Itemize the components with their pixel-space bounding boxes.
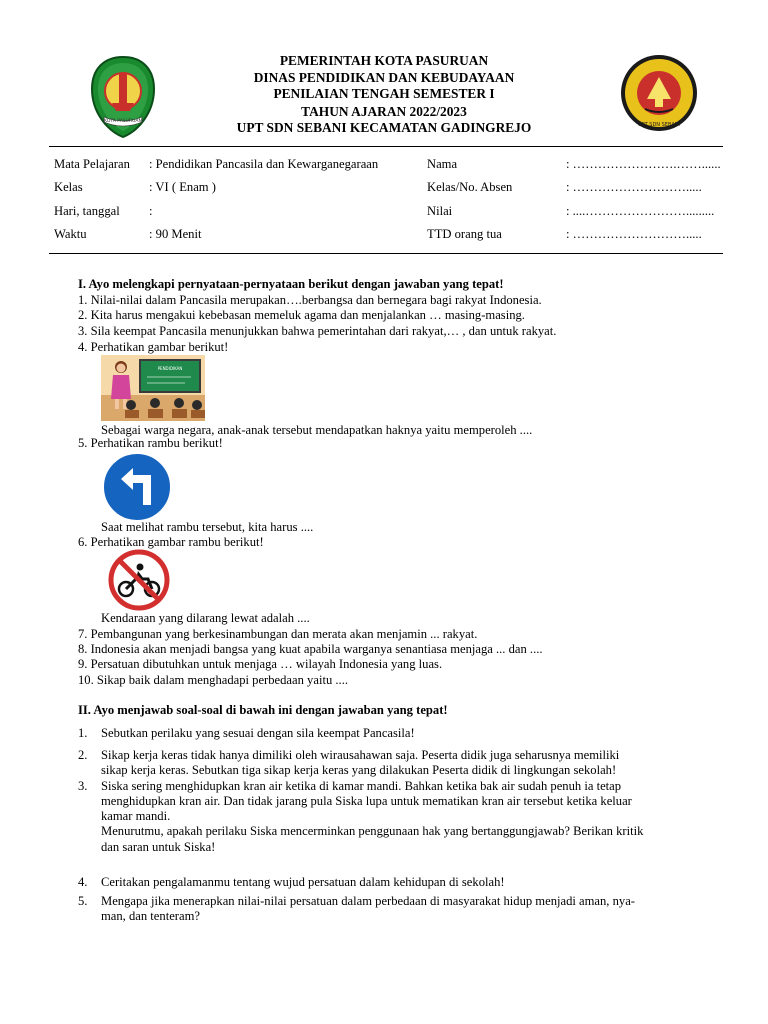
info-value-score: : ....……………………......... bbox=[566, 204, 715, 218]
info-label-name: Nama bbox=[427, 157, 458, 171]
info-value-time: : 90 Menit bbox=[149, 227, 202, 241]
s1-question-6-caption: Kendaraan yang dilarang lewat adalah .... bbox=[101, 611, 310, 625]
section-2-title: II. Ayo menjawab soal-soal di bawah ini dengan jawaban yang tepat! bbox=[78, 703, 448, 717]
s2-question-5-line-1: Mengapa jika menerapkan nilai-nilai persatuan dalam perbedaan di masyarakat hidup menjadi aman, nya- bbox=[101, 894, 635, 908]
info-label-score: Nilai bbox=[427, 204, 453, 218]
s1-question-10: 10. Sikap baik dalam menghadapi perbedaan yaitu .... bbox=[78, 673, 348, 687]
info-value-absen: : ………………………..... bbox=[566, 180, 702, 194]
s1-question-1: 1. Nilai-nilai dalam Pancasila merupakan….berbangsa dan bernegara bagi rakyat Indonesia. bbox=[78, 293, 542, 307]
s2-question-3-line-2: menghidupkan kran air. Dan tidak jarang pula Siska lupa untuk mematikan kran air tersebut ketika keluar bbox=[101, 794, 632, 808]
s1-question-4-caption: Sebagai warga negara, anak-anak tersebut mendapatkan haknya yaitu memperoleh .... bbox=[101, 423, 533, 437]
s1-question-7: 7. Pembangunan yang berkesinambungan dan merata akan menjamin ... rakyat. bbox=[78, 627, 478, 641]
s1-question-9: 9. Persatuan dibutuhkan untuk menjaga … wilayah Indonesia yang luas. bbox=[78, 657, 443, 671]
s1-question-3: 3. Sila keempat Pancasila menunjukkan bahwa pemerintahan dari rakyat,… , dan untuk rakyat. bbox=[78, 324, 557, 338]
city-emblem-logo bbox=[90, 55, 156, 139]
s2-question-3-line-5: dan saran untuk Siska! bbox=[101, 840, 216, 854]
s2-number-4: 4. bbox=[78, 875, 88, 889]
info-value-subject: : Pendidikan Pancasila dan Kewarganegaraan bbox=[149, 157, 379, 171]
s2-question-3-line-4: Menurutmu, apakah perilaku Siska mencerminkan penggunaan hak yang bertanggungjawab? Berikan kritik bbox=[101, 824, 644, 838]
info-label-class: Kelas bbox=[54, 180, 83, 194]
s2-question-3-line-1: Siska sering menghidupkan kran air ketika di kamar mandi. Bahkan ketika bak air sudah penuh ia tetap bbox=[101, 779, 622, 793]
header-line-2: DINAS PENDIDIKAN DAN KEBUDAYAAN bbox=[253, 70, 515, 85]
s1-question-5-caption: Saat melihat rambu tersebut, kita harus .... bbox=[101, 520, 314, 534]
turn-left-sign-icon bbox=[101, 451, 173, 523]
svg-text:UPT SDN SEBANI: UPT SDN SEBANI bbox=[637, 122, 681, 128]
info-label-subject: Mata Pelajaran bbox=[54, 157, 130, 171]
s2-question-5-line-2: man, dan tenteram? bbox=[101, 909, 200, 923]
school-logo bbox=[619, 53, 699, 133]
s2-question-1-line-1: Sebutkan perilaku yang sesuai dengan sila keempat Pancasila! bbox=[101, 726, 415, 740]
s2-number-5: 5. bbox=[78, 894, 88, 908]
s1-question-4: 4. Perhatikan gambar berikut! bbox=[78, 340, 229, 354]
header-line-5: UPT SDN SEBANI KECAMATAN GADINGREJO bbox=[236, 120, 532, 135]
info-value-parent-sign: : ………………………..... bbox=[566, 227, 702, 241]
s2-question-3-line-3: kamar mandi. bbox=[101, 809, 171, 823]
info-value-date: : bbox=[149, 204, 153, 218]
info-label-parent-sign: TTD orang tua bbox=[427, 227, 502, 241]
s2-question-2-line-2: sikap kerja keras. Sebutkan tiga sikap kerja keras yang dilakukan Peserta didik di lingkungan sekolah! bbox=[101, 763, 617, 777]
svg-text:KOTA PASURUAN: KOTA PASURUAN bbox=[104, 119, 142, 124]
section-1-title: I. Ayo melengkapi pernyataan-pernyataan berikut dengan jawaban yang tepat! bbox=[78, 277, 504, 291]
info-value-class: : VI ( Enam ) bbox=[149, 180, 216, 194]
no-motorcycle-sign-icon bbox=[106, 549, 172, 611]
s1-question-8: 8. Indonesia akan menjadi bangsa yang kuat apabila warganya senantiasa menjaga ... dan .... bbox=[78, 642, 543, 656]
s2-number-1: 1. bbox=[78, 726, 88, 740]
svg-text:PENDIDIKAN: PENDIDIKAN bbox=[157, 366, 183, 371]
info-label-time: Waktu bbox=[54, 227, 87, 241]
s1-question-2: 2. Kita harus mengakui kebebasan memeluk agama dan menjalankan … masing-masing. bbox=[78, 308, 525, 322]
bottom-rule bbox=[49, 253, 723, 254]
header-line-1: PEMERINTAH KOTA PASURUAN bbox=[279, 53, 489, 68]
top-rule bbox=[49, 146, 723, 147]
s2-question-4-line-1: Ceritakan pengalamanmu tentang wujud persatuan dalam kehidupan di sekolah! bbox=[101, 875, 505, 889]
classroom-image bbox=[101, 355, 205, 421]
header-line-4: TAHUN AJARAN 2022/2023 bbox=[301, 104, 467, 119]
header-line-3: PENILAIAN TENGAH SEMESTER I bbox=[273, 86, 495, 101]
info-label-absen: Kelas/No. Absen bbox=[427, 180, 513, 194]
s1-question-5: 5. Perhatikan rambu berikut! bbox=[78, 436, 223, 450]
s2-number-2: 2. bbox=[78, 748, 88, 762]
s2-question-2-line-1: Sikap kerja keras tidak hanya dimiliki oleh wirausahawan saja. Peserta didik juga seharusnya memiliki bbox=[101, 748, 620, 762]
info-label-date: Hari, tanggal bbox=[54, 204, 120, 218]
info-value-name: : …………………….……...... bbox=[566, 157, 721, 171]
s1-question-6: 6. Perhatikan gambar rambu berikut! bbox=[78, 535, 264, 549]
s2-number-3: 3. bbox=[78, 779, 88, 793]
